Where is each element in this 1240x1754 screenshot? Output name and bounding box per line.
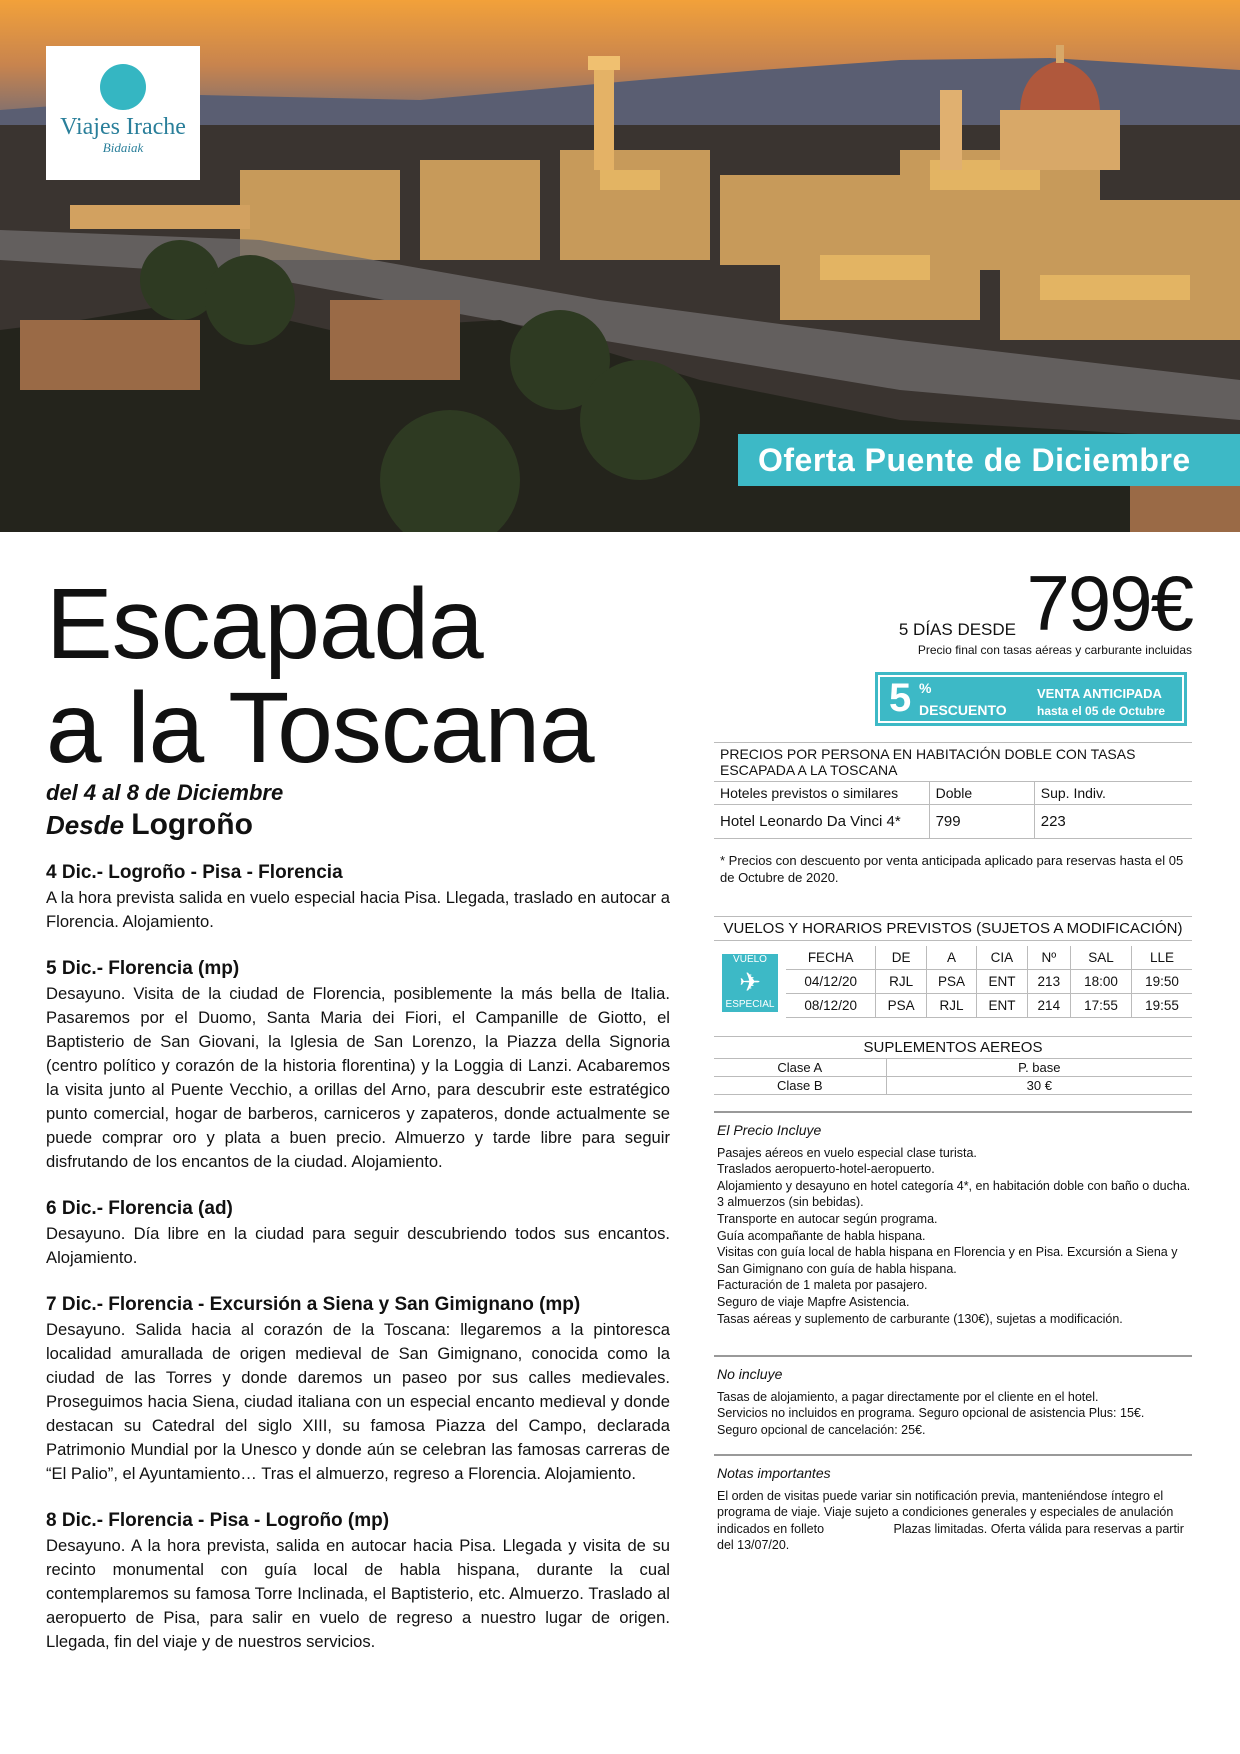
- prices-col-hotel: Hoteles previstos o similares: [714, 782, 929, 805]
- flight-arrival: 19:50: [1132, 970, 1192, 994]
- discount-number: 5: [889, 676, 912, 720]
- day-text: Desayuno. A la hora prevista, salida en autocar hacia Pisa. Llegada y visita de su recinto monumental con guía local de habla hispana, durante la cual contemplaremos su famosa Torre Inclinada, el Baptisterio, etc. Almuerzo. Traslado al aeropuerto de Pisa, para salir en vuelo de regreso a nuestro lugar de origen. Llegada, fin del viaje y de nuestros servicios.: [46, 1536, 670, 1651]
- flight-to: RJL: [926, 994, 976, 1018]
- offer-banner: Oferta Puente de Diciembre: [738, 434, 1240, 486]
- title-line-1: Escapada: [46, 568, 483, 680]
- divider: [714, 1454, 1192, 1456]
- supplements-table: [714, 1058, 1192, 1095]
- advance-sale-until: hasta el 05 de Octubre: [1037, 704, 1166, 718]
- itinerary-day: [46, 1196, 670, 1270]
- price-block: [714, 559, 1192, 647]
- departure-label: Desde: [46, 810, 125, 840]
- includes-item: Pasajes aéreos en vuelo especial clase turista.: [717, 1145, 977, 1160]
- divider: [714, 1111, 1192, 1113]
- supplements-title: SUPLEMENTOS AEREOS: [714, 1036, 1192, 1058]
- flights-col-date: FECHA: [786, 946, 876, 970]
- trip-dates: del 4 al 8 de Diciembre: [46, 780, 284, 805]
- day-text: Desayuno. Salida hacia al corazón de la Toscana: llegaremos a la pintoresca localidad amurallada de origen medieval de San Gimignano, conocida como la ciudad de las Torres y donde daremos un paseo por sus calles medievales. Proseguimos hacia Siena, ciudad italiana con un especial encanto medieval y donde destacan su Catedral del siglo XIII, su famosa Piazza del Campo, declarada Patrimonio Mundial por la Unesco y donde aún se celebran las famosas carreras de “El Palio”, el Ayuntamiento… Tras el almuerzo, regreso a Florencia. Alojamiento.: [46, 1320, 670, 1483]
- flights-title: VUELOS Y HORARIOS PREVISTOS (SUJETOS A MODIFICACIÓN): [714, 916, 1192, 941]
- notes-section: [714, 1465, 1195, 1554]
- prices-table-header: PRECIOS POR PERSONA EN HABITACIÓN DOBLE CON TASAS ESCAPADA A LA TOSCANA: [714, 743, 1192, 782]
- flight-row: [786, 970, 1192, 994]
- includes-item: Alojamiento y desayuno en hotel categoría 4*, en habitación doble con baño o ducha.: [717, 1178, 1191, 1193]
- airplane-icon: ✈: [739, 967, 761, 997]
- discount-word: DESCUENTO: [919, 702, 1007, 718]
- hotel-name: Hotel Leonardo Da Vinci 4*: [714, 805, 929, 839]
- flight-departure: 17:55: [1071, 994, 1132, 1018]
- itinerary-day: [46, 860, 670, 934]
- notes-title: Notas importantes: [717, 1465, 831, 1481]
- prices-col-single: Sup. Indiv.: [1034, 782, 1192, 805]
- excludes-title: No incluye: [717, 1366, 783, 1382]
- supplement-price: P. base: [886, 1059, 1192, 1077]
- day-text: Desayuno. Visita de la ciudad de Florencia, posiblemente la más bella de Italia. Pasaremos por el Duomo, Santa Maria dei Fiori, el Campanille de Giotto, el Baptisterio de San Giovani, la Iglesia de San Lorenzo, la Piazza della Signoria (centro político y corazón de la historia florentina) y la Loggia di Lanzi. Acabaremos la visita junto al Puente Vecchio, a orillas del Arno, para descubrir este estratégico punto comercial, hogar de barberos, carniceros y zapateros, donde actualmente se puede comprar oro y plata a buen precio. Almuerzo y tarde libre para seguir disfrutando de los encantos de la ciudad. Alojamiento.: [46, 984, 670, 1171]
- badge-bottom-text: ESPECIAL: [725, 999, 775, 1010]
- day-title: 4 Dic.- Logroño - Pisa - Florencia: [46, 862, 343, 883]
- itinerary-day: [46, 1508, 670, 1654]
- flights-block: [714, 946, 1192, 1024]
- logo-circle-icon: [100, 64, 146, 110]
- hero-image: [0, 0, 1240, 532]
- includes-title: El Precio Incluye: [717, 1122, 822, 1138]
- notes-text: El orden de visitas puede variar sin notificación previa, manteniéndose íntegro el programa de viaje. Viaje sujeto a condiciones generales y especiales de anulación indicados en folleto Plazas limitadas. Oferta válida para reservas a partir del 13/07/20.: [717, 1488, 1188, 1553]
- flight-number: 214: [1027, 994, 1070, 1018]
- itinerary-day: [46, 1292, 670, 1486]
- flight-from: PSA: [876, 994, 926, 1018]
- page-title: [46, 568, 594, 784]
- excludes-item: Tasas de alojamiento, a pagar directamente por el cliente en el hotel.: [717, 1389, 1099, 1404]
- includes-item: Seguro de viaje Mapfre Asistencia.: [717, 1294, 910, 1309]
- prices-col-double: Doble: [929, 782, 1034, 805]
- logo-subtitle: Bidaiak: [102, 140, 144, 155]
- flight-departure: 18:00: [1071, 970, 1132, 994]
- supplement-class: Clase A: [714, 1059, 886, 1077]
- price-double: 799: [929, 805, 1034, 839]
- departure-city-name: Logroño: [131, 808, 253, 841]
- flight-date: 08/12/20: [786, 994, 876, 1018]
- day-title: 6 Dic.- Florencia (ad): [46, 1198, 233, 1219]
- flights-table: [786, 946, 1192, 1018]
- flight-arrival: 19:55: [1132, 994, 1192, 1018]
- flight-airline: ENT: [977, 994, 1027, 1018]
- flights-col-arrival: LLE: [1132, 946, 1192, 970]
- prices-table: [714, 742, 1192, 839]
- supplement-row: [714, 1077, 1192, 1095]
- includes-item: Guía acompañante de habla hispana.: [717, 1228, 926, 1243]
- includes-item: Transporte en autocar según programa.: [717, 1211, 938, 1226]
- flight-from: RJL: [876, 970, 926, 994]
- flight-number: 213: [1027, 970, 1070, 994]
- advance-sale-label: VENTA ANTICIPADA: [1037, 686, 1162, 701]
- supplement-class: Clase B: [714, 1077, 886, 1095]
- includes-item: Traslados aeropuerto-hotel-aeropuerto.: [717, 1162, 935, 1177]
- flights-col-departure: SAL: [1071, 946, 1132, 970]
- brand-logo: [46, 46, 200, 180]
- badge-top-text: VUELO: [733, 954, 767, 965]
- price-amount: 799€: [1026, 559, 1192, 647]
- flights-col-number: Nº: [1027, 946, 1070, 970]
- day-title: 5 Dic.- Florencia (mp): [46, 958, 240, 979]
- discount-footnote: * Precios con descuento por venta anticipada aplicado para reservas hasta el 05 de Octubre de 2020.: [720, 853, 1184, 885]
- flight-airline: ENT: [977, 970, 1027, 994]
- supplement-row: [714, 1059, 1192, 1077]
- flights-col-airline: CIA: [977, 946, 1027, 970]
- price-label: 5 DÍAS DESDE: [898, 620, 1017, 639]
- includes-item: Facturación de 1 maleta por pasajero.: [717, 1278, 928, 1293]
- discount-percent: %: [919, 680, 932, 696]
- flight-row: [786, 994, 1192, 1018]
- includes-item: 3 almuerzos (sin bebidas).: [717, 1195, 864, 1210]
- day-text: A la hora prevista salida en vuelo especial hacia Pisa. Llegada, traslado en autocar a Florencia. Alojamiento.: [46, 888, 670, 931]
- departure-city: [46, 808, 253, 842]
- flights-col-from: DE: [876, 946, 926, 970]
- price-single-supplement: 223: [1034, 805, 1192, 839]
- itinerary-day: [46, 956, 670, 1174]
- flight-to: PSA: [926, 970, 976, 994]
- flight-date: 04/12/20: [786, 970, 876, 994]
- logo-name: Viajes Irache: [60, 114, 186, 140]
- special-flight-badge: [722, 954, 778, 1012]
- flights-col-to: A: [926, 946, 976, 970]
- excludes-section: [714, 1366, 1195, 1438]
- day-title: 7 Dic.- Florencia - Excursión a Siena y San Gimignano (mp): [46, 1294, 581, 1315]
- day-text: Desayuno. Día libre en la ciudad para seguir descubriendo todos sus encantos. Alojamiento.: [46, 1224, 670, 1267]
- includes-section: [714, 1122, 1195, 1327]
- discount-badge: [875, 672, 1187, 726]
- divider: [714, 1355, 1192, 1357]
- excludes-item: Servicios no incluidos en programa. Seguro opcional de asistencia Plus: 15€.: [717, 1406, 1145, 1421]
- day-title: 8 Dic.- Florencia - Pisa - Logroño (mp): [46, 1510, 390, 1531]
- includes-item: Visitas con guía local de habla hispana en Florencia y en Pisa. Excursión a Siena y San Gimignano con guía de habla hispana.: [717, 1245, 1178, 1276]
- excludes-item: Seguro opcional de cancelación: 25€.: [717, 1422, 926, 1437]
- price-note: Precio final con tasas aéreas y carburante incluidas: [917, 643, 1192, 657]
- includes-item: Tasas aéreas y suplemento de carburante (130€), sujetas a modificación.: [717, 1311, 1123, 1326]
- itinerary: [46, 860, 670, 1676]
- title-line-2: a la Toscana: [46, 672, 594, 784]
- supplement-price: 30 €: [886, 1077, 1192, 1095]
